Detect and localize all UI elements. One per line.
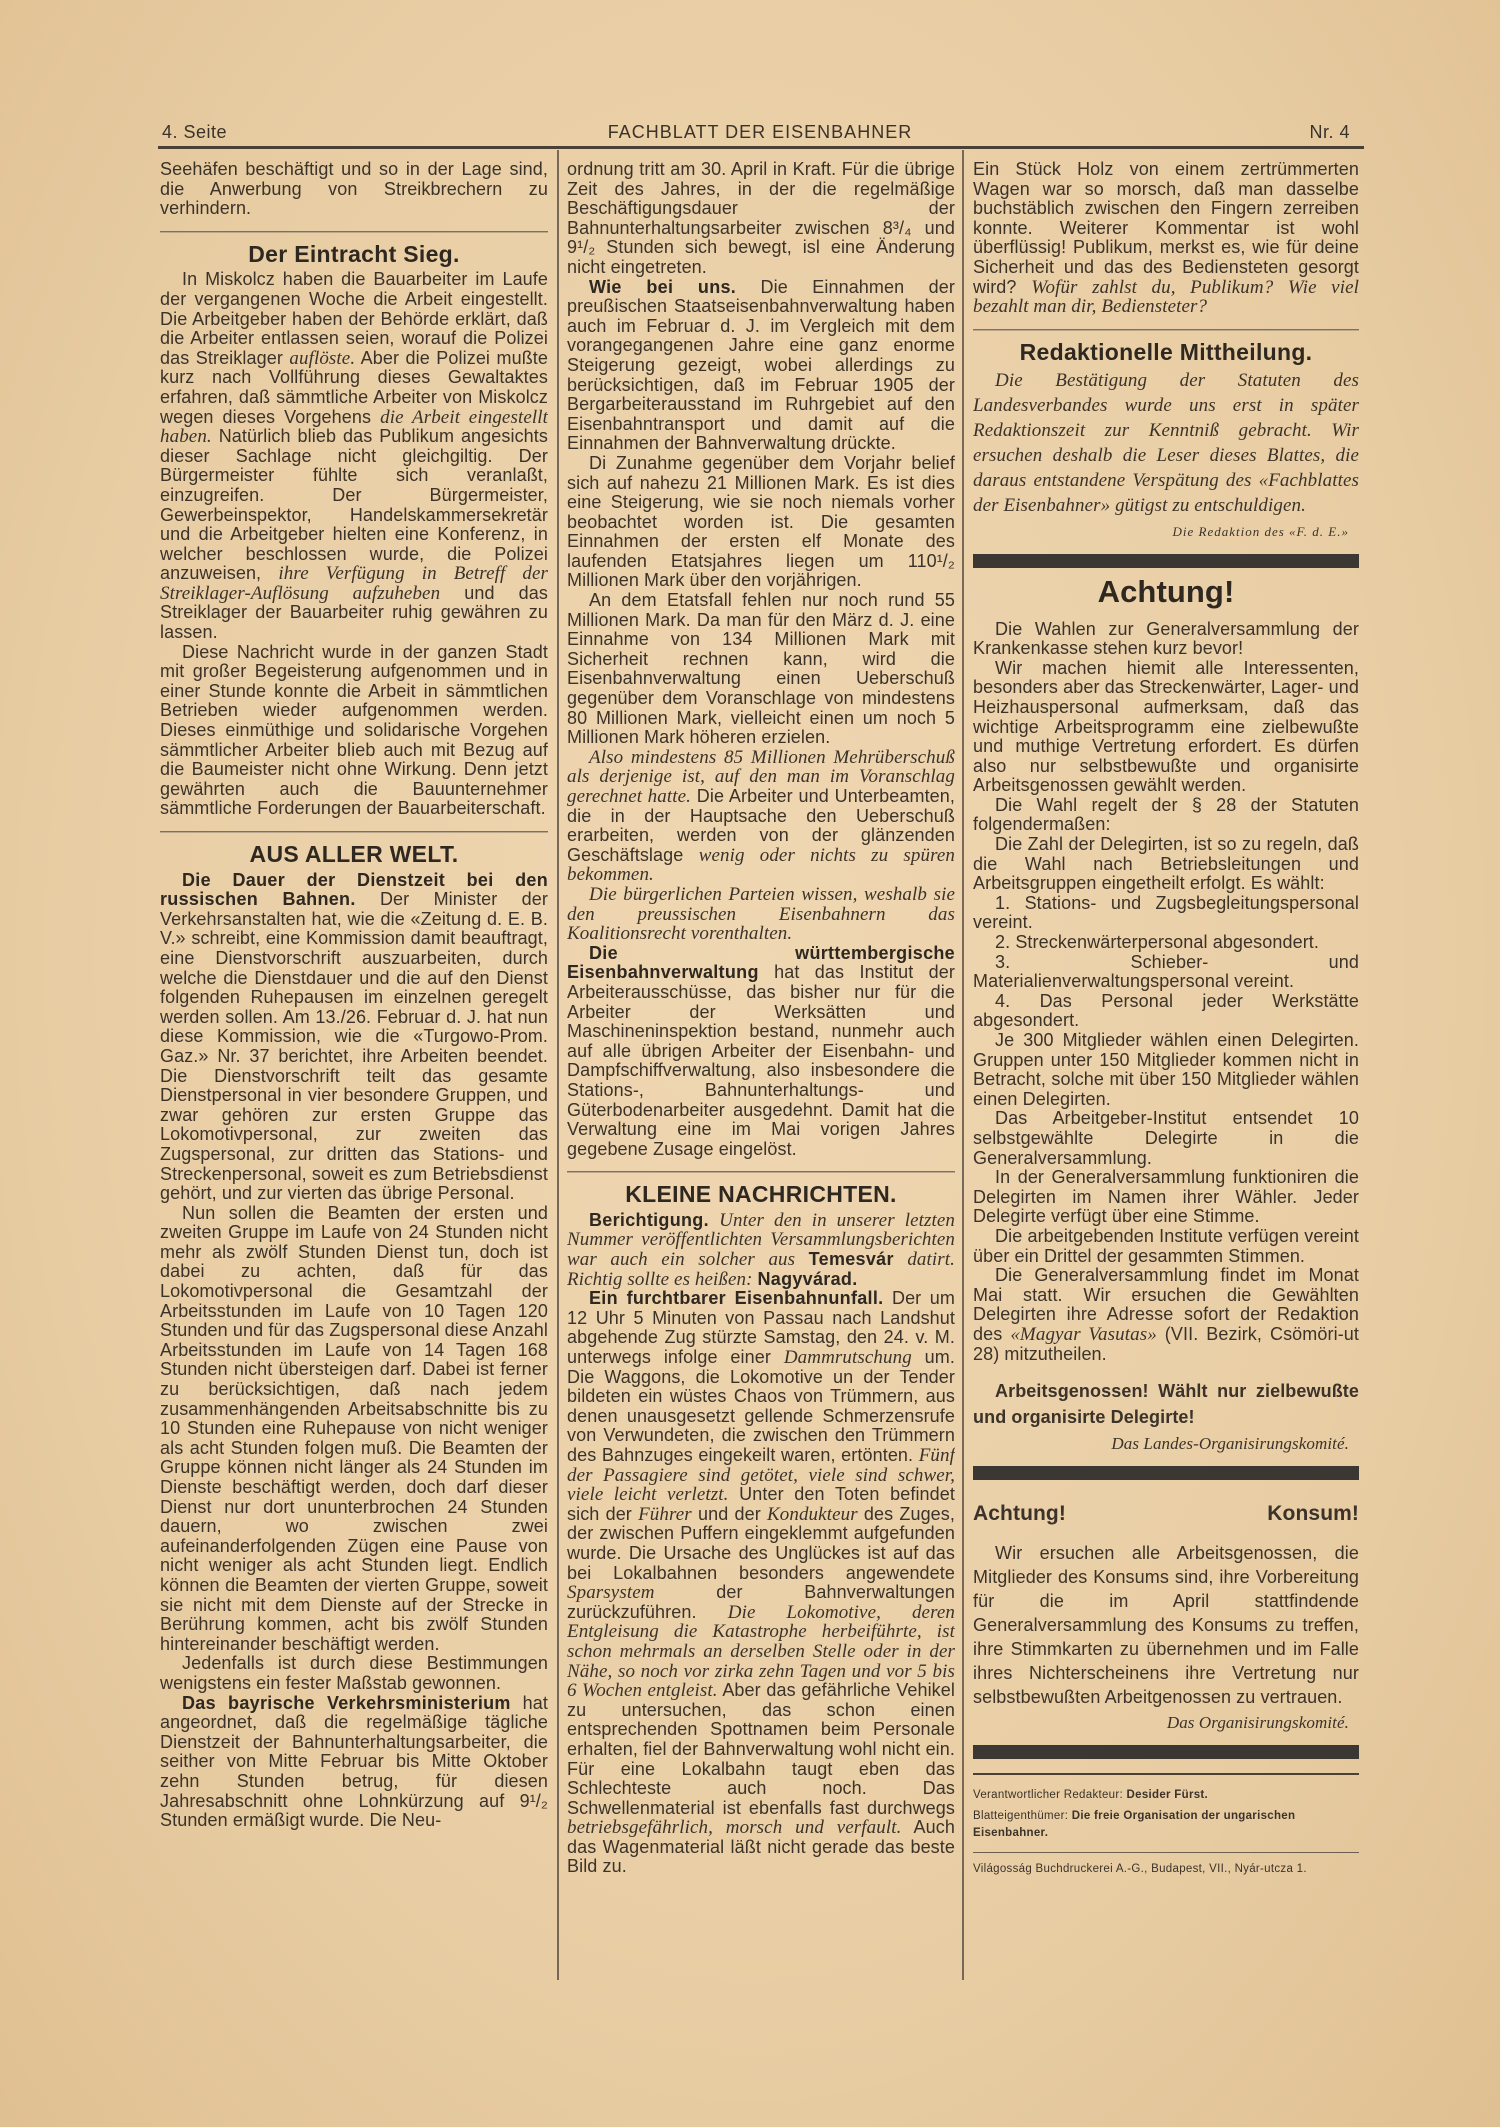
text-run: Auch das Wagenmaterial läßt nicht gerade das beste Bild zu. (567, 1817, 955, 1877)
paragraph (160, 1654, 548, 1693)
bold-lead: Die Dauer der Dienstzeit bei den russischen Bahnen. (160, 869, 548, 910)
paragraph (567, 160, 955, 278)
text-run: Diese Nachricht wurde in der ganzen Stadt mit großer Begeisterung aufgenommen und in einer Stunde konnte die Arbeit in sämmtlichen Betrieben wieder aufgenommen werden. Dieses einmüthige und solidarische Vorgehen sämmtlicher Arbeiter blieb auch mit Bezug auf die Baumeister nicht ohne Wirkung. Denn jetzt gewährten auch die Bauunternehmer sämmtliche Forderungen der Bauarbeiterschaft. (160, 641, 548, 819)
text-run: An dem Etatsfall fehlen nur noch rund 55 Millionen Mark. Da man für den März d. J. eine Einnahme von 134 Millionen Mark mit Sicherheit rechnen kann, wird die Eisenbahnverwaltung einen Ueberschuß gegenüber dem Voranschlage von mindestens 80 Millionen Mark, vielleicht einen um noch 5 Millionen Mark höheren erzielen. (567, 590, 955, 748)
editor-label: Verantwortlicher Redakteur: (973, 1788, 1124, 1801)
italic-text: Kondukteur (766, 1503, 858, 1525)
italic-text: Führer (638, 1503, 692, 1525)
owner-line (973, 1808, 1359, 1842)
text-run: Je 300 Mitglieder wählen einen Delegirten. Gruppen unter 150 Mitglieder kommen nicht in Betracht, solche mit über 150 Mitglieder wählen einen Delegirten. (973, 1030, 1359, 1109)
paragraph (973, 933, 1359, 953)
editor-line (973, 1787, 1359, 1804)
italic-text: Also mindestens 85 Millionen Mehrüberschuß als derjenige ist, auf den man im Voranschlag gerechnet hatte. (567, 746, 955, 807)
imprint-rule (973, 1852, 1359, 1853)
text-run: Nun sollen die Beamten der ersten und zweiten Gruppe im Laufe von 24 Stunden nicht mehr als zwölf Stunden Dienst tun, doch ist dabei zu achten, daß für das Lokomotivpersonal die Gesamtzahl der Arbeitsstunden im Laufe von 10 Tagen 120 Stunden und für das Zugspersonal diese Anzahl Arbeitsstunden im Laufe von 14 Tagen 168 Stunden nicht übersteigen darf. Dabei ist ferner zu berücksichtigen, daß nach jedem zusammenhängenden Arbeitsabschnitte bis zu 10 Stunden eine Ruhepause von nicht weniger als acht Stunden folgen muß. Die Beamten der Gruppe können nicht länger als 24 Stunden im Dienste beschäftigt werden, doch darf dieser Dienst nur dort ununterbrochen 24 Stunden dauern, wo zwischen zwei aufeinanderfolgenden Zügen eine Pause von nicht weniger als acht Stunden liegt. Endlich können die Beamten der vierten Gruppe, soweit sie nicht mit dem Dienste auf der Strecke in Berührung kommen, acht bis zwölf Stunden hintereinander beschäftigt werden. (160, 1202, 548, 1654)
italic-text: betriebsgefährlich, morsch und verfault. (567, 1817, 902, 1839)
editor-name: Desider Fürst. (1126, 1788, 1209, 1801)
signature: Das Organisirungskomité. (1166, 1713, 1349, 1733)
text-run: Wir ersuchen alle Arbeitsgenossen, die Mitglieder des Konsums sind, ihre Vorbereitung für die im April stattfindende Generalversammlung des Konsums zu treffen, ihre Stimmkarten zu übernehmen und im Falle ihres Nichterscheinens ihre Vertretung nur selbstbewußten Arbeitgenossen zu vertrauen. (973, 1543, 1359, 1708)
paragraph (567, 944, 955, 1160)
column-divider (962, 150, 964, 1980)
text-run: In Miskolcz haben die Bauarbeiter im Laufe der vergangenen Woche die Arbeit eingestellt. Die Arbeitgeber haben der Behörde erklärt, daß die Arbeiter entlassen seien, worauf die Polizei das Streiklager (160, 269, 548, 368)
text-run: In der Generalversammlung funktioniren die Delegirten im Namen ihrer Wähler. Jeder Delegirte verfügt über eine Stimme. (973, 1167, 1359, 1227)
bold-lead: Berichtigung. (589, 1209, 709, 1230)
text-run (709, 1210, 719, 1230)
appeal-text: Arbeitsgenossen! Wählt nur zielbewußte und organisirte Delegirte! (973, 1381, 1359, 1428)
paragraph (973, 368, 1359, 518)
text-run: 1. Stations- und Zugsbegleitungspersonal vereint. (973, 892, 1359, 933)
bold-lead: Ein furchtbarer Eisenbahnunfall. (589, 1288, 884, 1309)
paragraph (567, 278, 955, 454)
page-header (160, 122, 1360, 146)
italic-text: Unter den in unserer letzten Nummer veröffentlichten Versammlungsberichten war auch ein solcher aus (567, 1209, 955, 1271)
paragraph (973, 620, 1359, 659)
italic-text: Die bürgerlichen Parteien wissen, weshalb sie den preussischen Eisenbahnern das Koalitionsrecht vorenthalten. (567, 883, 955, 945)
italic-text: ihre Verfügung in Betreff der Streiklager-Auflösung aufzuheben (160, 563, 548, 604)
paragraph (973, 160, 1359, 317)
owner-name: Die freie Organisation der ungarischen Eisenbahner. (973, 1809, 1296, 1839)
paragraph (567, 885, 955, 944)
section-rule (160, 231, 548, 233)
text-run: Das Arbeitgeber-Institut entsendet 10 selbstgewählte Delegirte in die Generalversammlung. (973, 1108, 1359, 1168)
text-run: Der Minister der Verkehrsanstalten hat, wie die «Zeitung d. E. B. V.» schreibt, eine Kommission damit beauftragt, eine Dienstvorschrift auszuarbeiten, durch welche die Dienstdauer und die auf den Dienst folgenden Ruhepausen im einzelnen geregelt werden sollen. Am 13./26. Februar d. J. hat nun diese Kommission, wie die «Turgowo-Prom. Gaz.» Nr. 37 berichtet, ihre Arbeiten beendet. Die Dienstvorschrift teilt das gesamte Dienstpersonal in vier besondere Gruppen, und zwar gehören zur ersten Gruppe das Lokomotivpersonal, zur zweiten das Zugspersonal, zur dritten das Stations- und Streckenpersonal, soweit es zum Betriebsdienst gehört, und zur vierten das übrige Personal. (160, 889, 548, 1204)
section-rule (567, 1171, 955, 1173)
column-3 (973, 160, 1359, 1990)
issue-number: Nr. 4 (1309, 122, 1350, 142)
text-run: Die Einnahmen der preußischen Staatseisenbahnverwaltung haben auch im Februar d. J. im Vergleich mit dem vorangegangenen Jahre eine ganz enorme Steigerung gezeigt, wobei allerdings zu berücksichtigen, daß im Februar 1905 der Bergarbeiterausstand im Ruhrgebiet auf den Eisenbahntransport und damit auf die Einnahmen der Bahnverwaltung drückte. (567, 276, 955, 454)
paragraph (973, 1266, 1359, 1364)
text-run: Natürlich blieb das Publikum angesichts dieser Sachlage nicht gleichgiltig. Der Bürgermeister fühlte sich veranlaßt, einzugreifen. Der Bürgermeister, Gewerbeinspektor, Handelskammersekretär und die Arbeitgeber hielten eine Konferenz, in welcher beschlossen wurde, die Polizei anzuweisen, (160, 426, 548, 584)
section-heading: KLEINE NACHRICHTEN. (625, 1181, 897, 1208)
bold-lead: Nagyvárad. (757, 1268, 858, 1289)
paragraph (973, 1168, 1359, 1227)
italic-text: wenig oder nichts zu spüren bekommen. (567, 844, 955, 886)
paragraph (160, 1694, 548, 1831)
notice-heading: Achtung! (1097, 573, 1235, 609)
section-heading: Der Eintracht Sieg. (248, 240, 460, 267)
paragraph (567, 454, 955, 591)
printer-line: Világosság Buchdruckerei A.-G., Budapest, VII., Nyár-utcza 1. (973, 1862, 1307, 1875)
section-heading: Redaktionelle Mittheilung. (1019, 338, 1313, 365)
text-run: Wir machen hiemit alle Interessenten, besonders aber das Streckenwärter, Lager- und Heizhauspersonal aufmerksam, daß das wichtige Arbeitsprogramm eine zielbewußte und muthige Vertretung erfordert. Es dürfen also nur selbstbewußte und organisirte Arbeitsgenossen gewählt werden. (973, 657, 1359, 796)
text-run: des Zuges, der zwischen Puffern eingeklemmt aufgefunden wurde. Die Ursache des Unglückes ist auf das bei Lokalbahnen besonders angewendete (567, 1503, 955, 1583)
paragraph (973, 1031, 1359, 1109)
paragraph (973, 894, 1359, 933)
text-run: 3. Schieber- und Materialienverwaltungspersonal vereint. (973, 951, 1359, 992)
italic-text: Sparsystem (567, 1582, 655, 1604)
text-run: Die Zahl der Delegirten, ist so zu regeln, daß die Wahl nach Betriebsleitungen und Arbeitsgruppen eingetheilt erfolgt. Es wählt: (973, 834, 1359, 894)
text-run: und der (691, 1503, 767, 1524)
text-run: Ein Stück Holz von einem zertrümmerten Wagen war so morsch, daß man dasselbe buchstäblich zwischen den Fingern zerreiben konnte. Weiterer Kommentar ist wohl überflüssig! Publikum, merkst es, wie für deine Sicherheit und das des Bediensteten gesorgt wird? (973, 160, 1359, 297)
paragraph (973, 1227, 1359, 1266)
paragraph (973, 796, 1359, 835)
text-run: um. Die Waggons, die Lokomotive un der Tender bildeten ein wüstes Chaos von Trümmern, aus denen unausgesetzt gellende Schmerzensrufe von Verwundeten, die zwischen den Trümmern des Bahnzuges eingekeilt waren, ertönten. (567, 1347, 955, 1465)
text-run: Aber die Polizei mußte kurz nach Vollführung dieses Gewaltaktes erfahren, daß sämmtliche Arbeiter von Miskolcz wegen dieses Vorgehens (160, 347, 548, 427)
section-heading: AUS ALLER WELT. (249, 841, 459, 867)
italic-text: Dammrutschung (783, 1347, 912, 1369)
paragraph (973, 1541, 1359, 1709)
italic-text: Die Lokomotive, deren Entgleisung die Katastrophe herbeiführte, ist schon mehrmals an derselben Stelle oder in der Nähe, so noch vor zirka zehn Tagen und vor 5 bis 6 Wochen entgleist. (567, 1601, 955, 1702)
text-run: Aber das gefährliche Vehikel zu untersuchen, das schon einen entsprechenden Spottnamen beim Personale erhalten, fiel der Bahnverwaltung wohl nicht ein. Für eine Lokalbahn taugt eben das Schlechteste auch noch. Das Schwellenmaterial ist ebenfalls fast durchwegs (567, 1680, 955, 1818)
signature: Das Landes-Organisirungskomité. (1111, 1434, 1349, 1454)
bold-lead: Das bayrische Verkehrsministerium (182, 1692, 511, 1713)
italic-text: Die Bestätigung der Statuten des Landesverbandes wurde uns erst in später Redaktionszeit zur Kenntniß gebracht. Wir ersuchen deshalb die Leser dieses Blattes, die daraus entstandene Verspätung des «Fachblattes der Eisenbahner» gütigst zu entschuldigen. (973, 370, 1359, 517)
paragraph (160, 270, 548, 642)
paragraph (567, 748, 955, 885)
text-run: Die Arbeiter und Unterbeamten, die in der Hauptsache den Ueberschuß erarbeiten, werden von der glänzenden Geschäftslage (567, 786, 955, 865)
text-run: Die Wahlen zur Generalversammlung der Krankenkasse stehen kurz bevor! (973, 618, 1359, 659)
text-run: hat das Institut der Arbeiterausschüsse, das bisher nur für die Arbeiter der Werksätten und Maschineninspektion bestand, nunmehr auch auf alle übrigen Arbeiter der Eisenbahn- und Dampfschiffverwaltung, also insbesondere die Stations-, Bahnunterhaltungs- und Güterbodenarbeiter ausgedehnt. Damit hat die Verwaltung eine im Mai vorigen Jahres gegebene Zusage eingelöst. (567, 962, 955, 1159)
bold-lead: Temesvár (808, 1249, 894, 1270)
italic-text: datirt. Richtig sollte es heißen: (567, 1249, 955, 1290)
paragraph (973, 659, 1359, 796)
text-run: Der um 12 Uhr 5 Minuten von Passau nach Landshut abgehende Zug stürzte Samstag, den 24. v. M. unterwegs infolge einer (567, 1288, 955, 1368)
bold-lead: Die württembergische Eisenbahnverwaltung (567, 942, 955, 983)
column-1 (160, 160, 548, 1990)
paragraph (567, 591, 955, 748)
italic-text: auflöste. (289, 347, 356, 369)
text-run: Die arbeitgebenden Institute verfügen vereint über ein Drittel der gesammten Stimmen. (973, 1225, 1359, 1266)
paragraph (973, 835, 1359, 894)
paragraph (567, 1289, 955, 1877)
text-run: Di Zunahme gegenüber dem Vorjahr belief sich auf nahezu 21 Millionen Mark. Es ist dies eine Steigerung, wie sie noch niemals vorher beobachtet worden ist. Die gesamten Einnahmen der ersten elf Monate des laufenden Etatsjahres liegen um 110¹/₂ Millionen Mark über den vorjährigen. (567, 452, 955, 591)
bold-lead: Wie bei uns. (589, 276, 737, 297)
paragraph (973, 992, 1359, 1031)
notice-heading-right: Konsum! (1267, 1501, 1359, 1525)
column-2 (567, 160, 955, 1990)
text-run: Unter den Toten befindet sich der (567, 1484, 955, 1524)
italic-text: die Arbeit eingestellt haben. (160, 406, 548, 448)
imprint (973, 1773, 1359, 1878)
paragraph (973, 953, 1359, 992)
text-run: Seehäfen beschäftigt und so in der Lage sind, die Anwerbung von Streikbrechern zu verhindern. (160, 160, 548, 219)
header-rule (158, 146, 1364, 149)
paragraph (567, 1211, 955, 1289)
text-run: Die Generalversammlung findet im Monat Mai statt. Wir ersuchen die Gewählten Delegirten ihre Adresse sofort der Redaktion des (973, 1265, 1359, 1344)
text-run: (VII. Bezirk, Csömöri-ut 28) mitzutheilen. (973, 1323, 1359, 1364)
text-run: Jedenfalls ist durch diese Bestimmungen wenigstens ein fester Maßstab gewonnen. (160, 1653, 548, 1693)
text-run: 4. Das Personal jeder Werkstätte abgesondert. (973, 990, 1359, 1031)
italic-text: Fünf der Passagiere sind getötet, viele sind schwer, viele leicht verletzt. (567, 1445, 955, 1506)
notice-heading-row (973, 1501, 1359, 1525)
italic-text: «Magyar Vasutas» (1010, 1323, 1157, 1345)
black-bar-divider (973, 1745, 1359, 1759)
notice-heading-left: Achtung! (973, 1501, 1066, 1525)
section-rule (973, 329, 1359, 331)
black-bar-divider (973, 1466, 1359, 1480)
text-run: der Bahnverwaltungen zurückzuführen. (567, 1582, 955, 1622)
imprint-rule (973, 1773, 1359, 1775)
text-run: 2. Streckenwärterpersonal abgesondert. (995, 932, 1319, 953)
text-run: hat angeordnet, daß die regelmäßige tägliche Dienstzeit der Bahnunterhaltungsarbeiter, die seither von Mitte Februar bis Mitte Oktober zehn Stunden betrug, für diesen Jahresabschnitt ohne Lohnkürzung auf 9¹/₂ Stunden ermäßigt wurde. Die Neu- (160, 1692, 548, 1831)
black-bar-divider (973, 554, 1359, 568)
section-rule (160, 831, 548, 833)
italic-text: Wofür zahlst du, Publikum? Wie viel bezahlt man dir, Bediensteter? (973, 276, 1359, 318)
paragraph (160, 871, 548, 1204)
paragraph (160, 643, 548, 819)
paragraph (160, 160, 548, 219)
text-run: ordnung tritt am 30. April in Kraft. Für die übrige Zeit des Jahres, in der die regelmäßige Beschäftigungsdauer der Bahnunterhaltungsarbeiter zwischen 8³/₄ und 9¹/₂ Stunden sich bewegt, isl eine Änderung nicht eingetreten. (567, 160, 955, 277)
paragraph (160, 1204, 548, 1655)
paragraph (973, 1109, 1359, 1168)
owner-label: Blatteigenthümer: (973, 1809, 1069, 1822)
column-divider (557, 150, 559, 1980)
page-number: 4. Seite (162, 122, 228, 142)
signature: Die Redaktion des «F. d. E.» (1172, 524, 1349, 540)
newspaper-title: FACHBLATT DER EISENBAHNER (607, 122, 913, 142)
text-run: und das Streiklager der Bauarbeiter ruhig gewähren zu lassen. (160, 582, 548, 643)
text-run: Die Wahl regelt der § 28 der Statuten folgendermaßen: (973, 794, 1359, 835)
